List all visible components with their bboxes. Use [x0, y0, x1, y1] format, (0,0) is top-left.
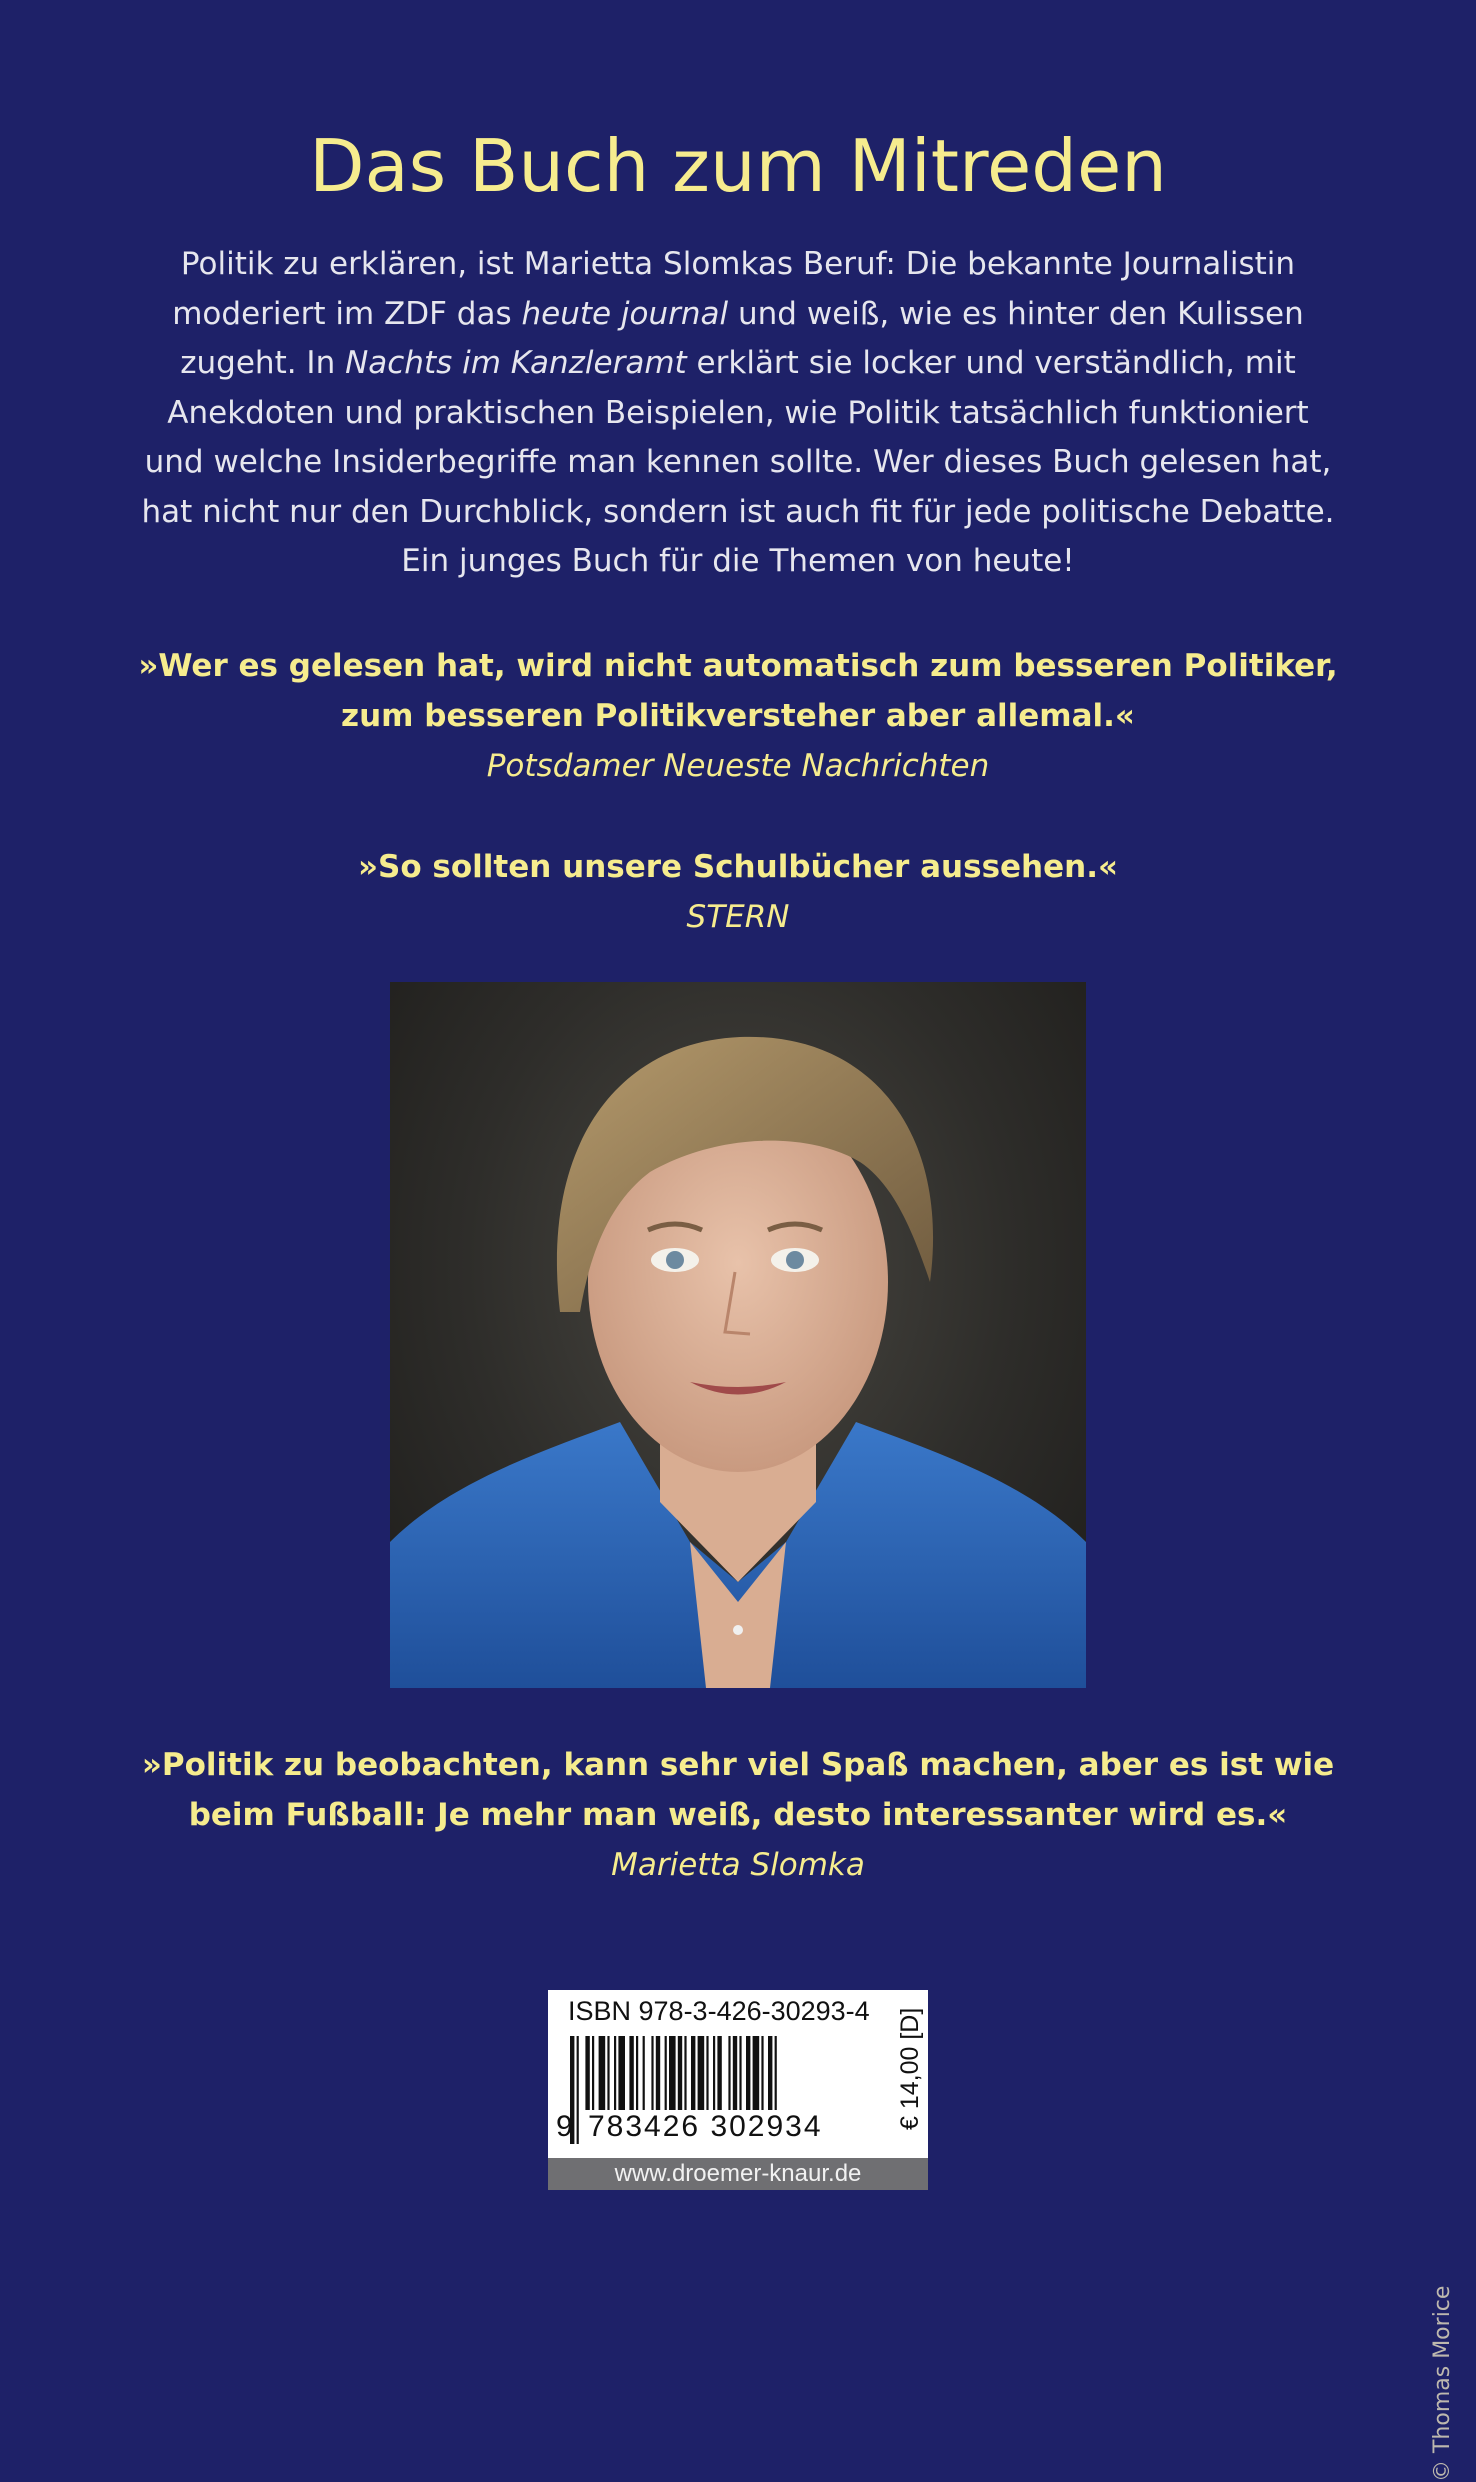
quote-line: zum besseren Politikversteher aber allemal.«	[341, 698, 1135, 734]
blurb-line: moderiert im ZDF das heute journal und weiß, wie es hinter den Kulissen	[172, 295, 1304, 332]
blurb-line: Anekdoten und praktischen Beispielen, wie Politik tatsächlich funktioniert	[167, 394, 1309, 431]
blurb-line: Ein junges Buch für die Themen von heute!	[401, 543, 1075, 579]
quote-source: Marietta Slomka	[611, 1847, 865, 1883]
book-title: Nachts im Kanzleramt	[345, 345, 687, 381]
quote-line: beim Fußball: Je mehr man weiß, desto interessanter wird es.«	[188, 1797, 1288, 1833]
quote-line: »Politik zu beobachten, kann sehr viel Spaß machen, aber es ist wie	[141, 1747, 1335, 1783]
blurb-line: zugeht. In Nachts im Kanzleramt erklärt sie locker und verständlich, mit	[180, 345, 1296, 381]
quote-line: »So sollten unsere Schulbücher aussehen.«	[357, 849, 1119, 885]
press-quote-stern	[0, 842, 1476, 942]
blurb-line: hat nicht nur den Durchblick, sondern ist auch fit für jede politische Debatte.	[141, 493, 1335, 530]
author-portrait-illustration	[390, 982, 1086, 1688]
publisher-url: www.droemer-knaur.de	[548, 2158, 928, 2190]
cover-title: Das Buch zum Mitreden	[309, 124, 1167, 208]
photo-credit: © Thomas Morice	[1430, 2285, 1455, 2482]
price-label: € 14,00 [D]	[896, 2007, 924, 2130]
quote-source: Potsdamer Neueste Nachrichten	[486, 748, 990, 784]
author-quote	[0, 1740, 1476, 1890]
quote-line: »Wer es gelesen hat, wird nicht automatisch zum besseren Politiker,	[138, 648, 1338, 684]
barcode-digits: 783426 302934	[584, 2110, 827, 2144]
blurb-text	[100, 240, 1376, 587]
show-title: heute journal	[521, 295, 729, 332]
press-quote-pnn	[0, 641, 1476, 791]
isbn-label: ISBN 978-3-426-30293-4	[568, 1996, 870, 2026]
quote-source: STERN	[686, 899, 790, 935]
blurb-line: und welche Insiderbegriffe man kennen sollte. Wer dieses Buch gelesen hat,	[144, 444, 1332, 480]
blurb-line: Politik zu erklären, ist Marietta Slomkas Beruf: Die bekannte Journalistin	[180, 246, 1296, 282]
barcode-first-digit: 9	[556, 2110, 573, 2143]
